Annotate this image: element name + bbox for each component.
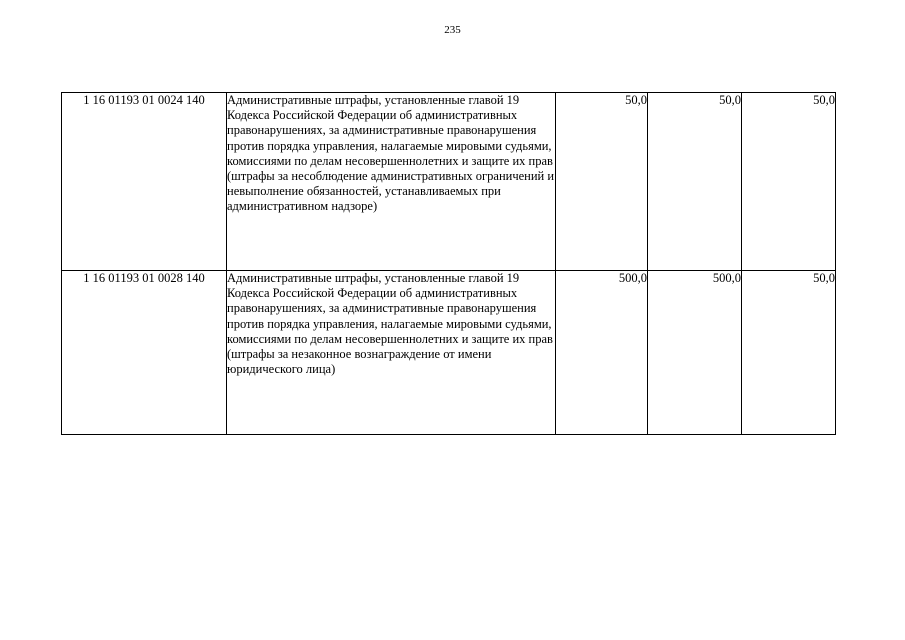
page-number: 235: [444, 24, 461, 36]
value-cell-3: 50,0: [742, 93, 836, 271]
description-cell: Административные штрафы, установленные главой 19 Кодекса Российской Федерации об административных правонарушениях, за административные правонарушения против порядка управления, налагаемые мировыми судьями, комиссиями по делам несовершеннолетних и защите их прав (штрафы за несоблюдение административных ограничений и невыполнение обязанностей, устанавливаемых при административном надзоре): [227, 93, 556, 271]
table-row: [62, 93, 836, 271]
value-cell-2: 500,0: [648, 271, 742, 435]
value-cell-1: 50,0: [556, 93, 648, 271]
value-cell-3: 50,0: [742, 271, 836, 435]
budget-code-cell: 1 16 01193 01 0024 140: [62, 93, 227, 271]
value-cell-1: 500,0: [556, 271, 648, 435]
budget-code-cell: 1 16 01193 01 0028 140: [62, 271, 227, 435]
value-cell-2: 50,0: [648, 93, 742, 271]
table-row: [62, 271, 836, 435]
description-cell: Административные штрафы, установленные главой 19 Кодекса Российской Федерации об административных правонарушениях, за административные правонарушения против порядка управления, налагаемые мировыми судьями, комиссиями по делам несовершеннолетних и защите их прав (штрафы за незаконное вознаграждение от имени юридического лица): [227, 271, 556, 435]
budget-table: [61, 92, 836, 435]
